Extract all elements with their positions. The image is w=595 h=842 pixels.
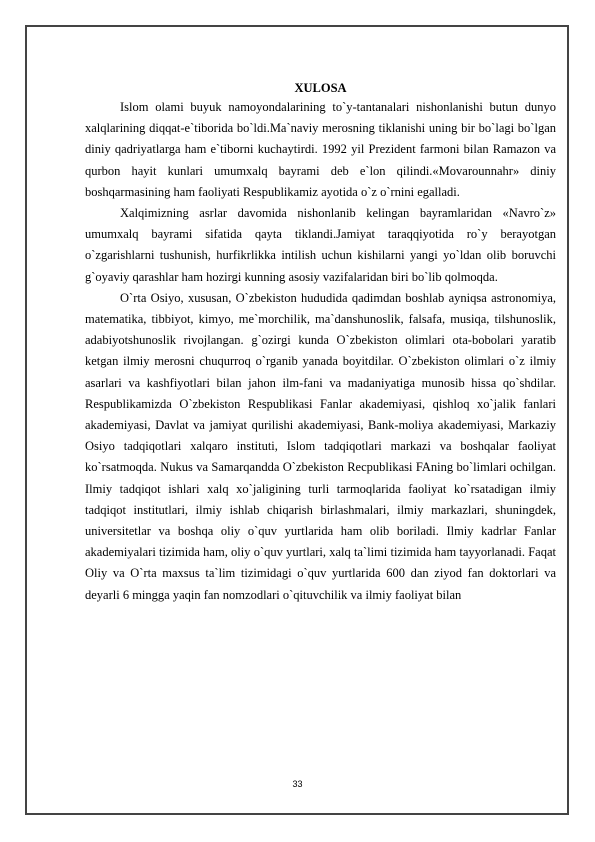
page-title: XULOSA	[294, 81, 347, 95]
page-number: 33	[292, 779, 303, 789]
paragraph-1: Islom olami buyuk namoyondalarining to`y-tantanalari nishonlanishi butun dunyo xalqlarining diqqat-e`tiborida bo`ldi.Ma`naviy merosning tiklanishi uning bir bo`lagi bo`lgan diniy qadriyatlarga ham e`tiborni kuchaytirdi. 1992 yil Prezident farmoni bilan Ramazon va qurbon hayit kunlari umumxalq bayrami deb e`lon qilindi.«Movarounnahr» diniy boshqarmasining ham faoliyati Respublikamiz ayotida o`z o`rnini egalladi.	[85, 100, 556, 199]
paragraph-2: Xalqimizning asrlar davomida nishonlanib kelingan bayramlaridan «Navro`z» umumxalq bayrami sifatida qayta tiklandi.Jamiyat taraqqiyotida ro`y berayotgan o`zgarishlarni tushunish, hurfikrlikka intilish uchun kishilarni yangi yo`ldan olib boruvchi g`oyaviy qarashlar ham hozirgi kunning asosiy vazifalaridan biri bo`lib qolmoqda.	[85, 206, 556, 284]
paragraph-3: O`rta Osiyo, xususan, O`zbekiston hududida qadimdan boshlab ayniqsa astronomiya, matematika, tibbiyot, kimyo, me`morchilik, ma`danshunoslik, falsafa, musiqa, tilshunoslik, adabiyotshunoslik rivojlangan. g`ozirgi kunda O`zbekiston olimlari ota-bobolari yaratib ketgan ilmiy merosni chuqurroq o`rganib yanada boyitdilar. O`zbekiston olimlari o`z ilmiy asarlari va kashfiyotlari bilan jahon ilm-fani va madaniyatiga munosib hissa qo`shdilar. Respublikamizda O`zbekiston Respublikasi Fanlar akademiyasi, qishloq xo`jalik fanlari akademiyasi, Davlat va jamiyat qurilishi akademiyasi, Bank-moliya akademiyasi, Markaziy Osiyo tadqiqotlari xalqaro instituti, Islom tadqiqotlari markazi va boshqalar faoliyat ko`rsatmoqda. Nukus va Samarqandda O`zbekiston Recpublikasi FAning bo`limlari ochilgan. Ilmiy tadqiqot ishlari xalq xo`jaligining turli tarmoqlarida faoliyat ko`rsatadigan ilmiy tadqiqot institutlari, ilmiy ishlab chiqarish birlashmalari, ilmiy markazlari, shuningdek, universitetlar va boshqa oliy o`quv yurtlarida ham olib boriladi. Ilmiy kadrlar Fanlar akademiyalari tizimida ham, oliy o`quv yurtlari, xalq ta`limi tizimida ham tayyorlanadi. Faqat Oliy va O`rta maxsus ta`lim tizimidagi o`quv yurtlarida 600 dan ziyod fan doktorlari va deyarli 6 mingga yaqin fan nomzodlari o`qituvchilik va ilmiy faoliyat bilan	[85, 290, 556, 602]
document-body	[85, 80, 556, 606]
